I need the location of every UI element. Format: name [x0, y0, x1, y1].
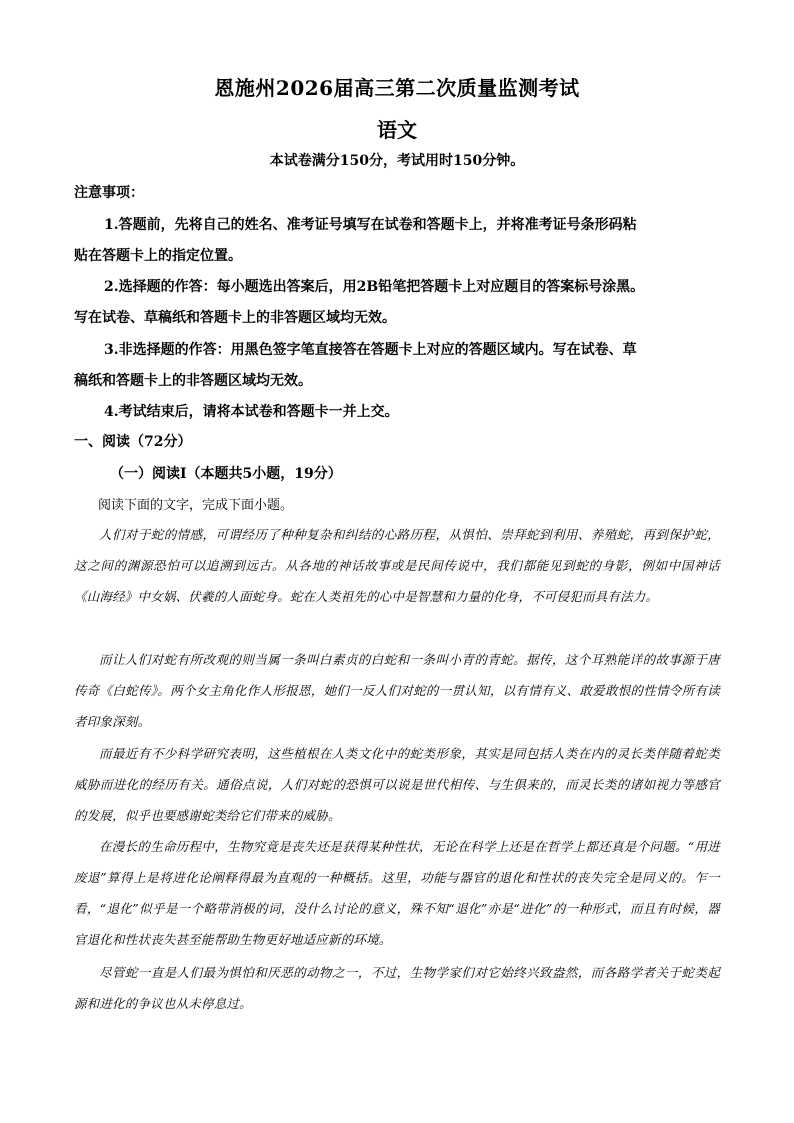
notice-item-1-line-1: 1.答题前，先将自己的姓名、准考证号填写在试卷和答题卡上，并将准考证号条形码粘: [104, 217, 637, 233]
notice-item-1-line-2: 贴在答题卡上的指定位置。: [74, 248, 242, 264]
notice-item-3-line-1: 3.非选择题的作答：用黑色签字笔直接答在答题卡上对应的答题区域内。写在试卷、草: [104, 342, 637, 358]
notice-heading: 注意事项：: [74, 185, 144, 201]
section-heading: 一、阅读（72分）: [74, 434, 192, 450]
passage-paragraph-1: 人们对于蛇的情感，可谓经历了种种复杂和纠结的心路历程，从惧怕、崇拜蛇到利用、养殖蛇，再到保护蛇，这之间的渊源恐怕可以追溯到远古。从各地的神话故事或是民间传说中，我们都能见到蛇的身影，例如中国神话《山海经》中女娲、伏羲的人面蛇身。蛇在人类祖先的心中是智慧和力量的化身，不可侵犯而具有法力。: [74, 527, 720, 604]
subsection-heading: （一）阅读Ⅰ（本题共5小题，19分）: [110, 466, 342, 482]
reading-instruction: 阅读下面的文字，完成下面小题。: [98, 498, 294, 513]
subject-title: 语文: [377, 118, 417, 142]
passage-paragraph-4: 在漫长的生命历程中，生物究竟是丧失还是获得某种性状，无论在科学上还是在哲学上都还真是个问题。“用进废退”算得上是将进化论阐释得最为直观的一种概括。这里，功能与器官的退化和性状的丧失完全是同义的。乍一看，“退化”似乎是一个略带消极的词，没什么讨论的意义，殊不知“退化”亦是“进化”的一种形式，而且有时候，器官退化和性状丧失甚至能帮助生物更好地适应新的环境。: [74, 839, 720, 947]
passage-paragraph-5: 尽管蛇一直是人们最为惧怕和厌恶的动物之一，不过，生物学家们对它始终兴致盎然，而各路学者关于蛇类起源和进化的争议也从未停息过。: [74, 965, 720, 1011]
exam-title: 恩施州2026届高三第二次质量监测考试: [214, 76, 580, 100]
passage-paragraph-3: 而最近有不少科学研究表明，这些植根在人类文化中的蛇类形象，其实是同包括人类在内的灵长类伴随着蛇类威胁而进化的经历有关。通俗点说，人们对蛇的恐惧可以说是世代相传、与生俱来的，而灵长类的诸如视力等感官的发展，似乎也要感谢蛇类给它们带来的威胁。: [74, 746, 720, 823]
exam-info: 本试卷满分150分，考试用时150分钟。: [269, 153, 525, 169]
notice-item-4-line-1: 4.考试结束后，请将本试卷和答题卡一并上交。: [104, 404, 399, 420]
notice-item-3-line-2: 稿纸和答题卡上的非答题区域均无效。: [74, 373, 312, 389]
passage-paragraph-2: 而让人们对蛇有所改观的则当属一条叫白素贞的白蛇和一条叫小青的青蛇。据传，这个耳熟能详的故事源于唐传奇《白蛇传》。两个女主角化作人形报恩，她们一反人们对蛇的一贯认知，以有情有义、敢爱敢恨的性情令所有读者印象深刻。: [74, 652, 720, 729]
notice-item-2-line-1: 2.选择题的作答：每小题选出答案后，用2B铅笔把答题卡上对应题目的答案标号涂黑。: [104, 279, 645, 295]
notice-item-2-line-2: 写在试卷、草稿纸和答题卡上的非答题区域均无效。: [74, 310, 396, 326]
